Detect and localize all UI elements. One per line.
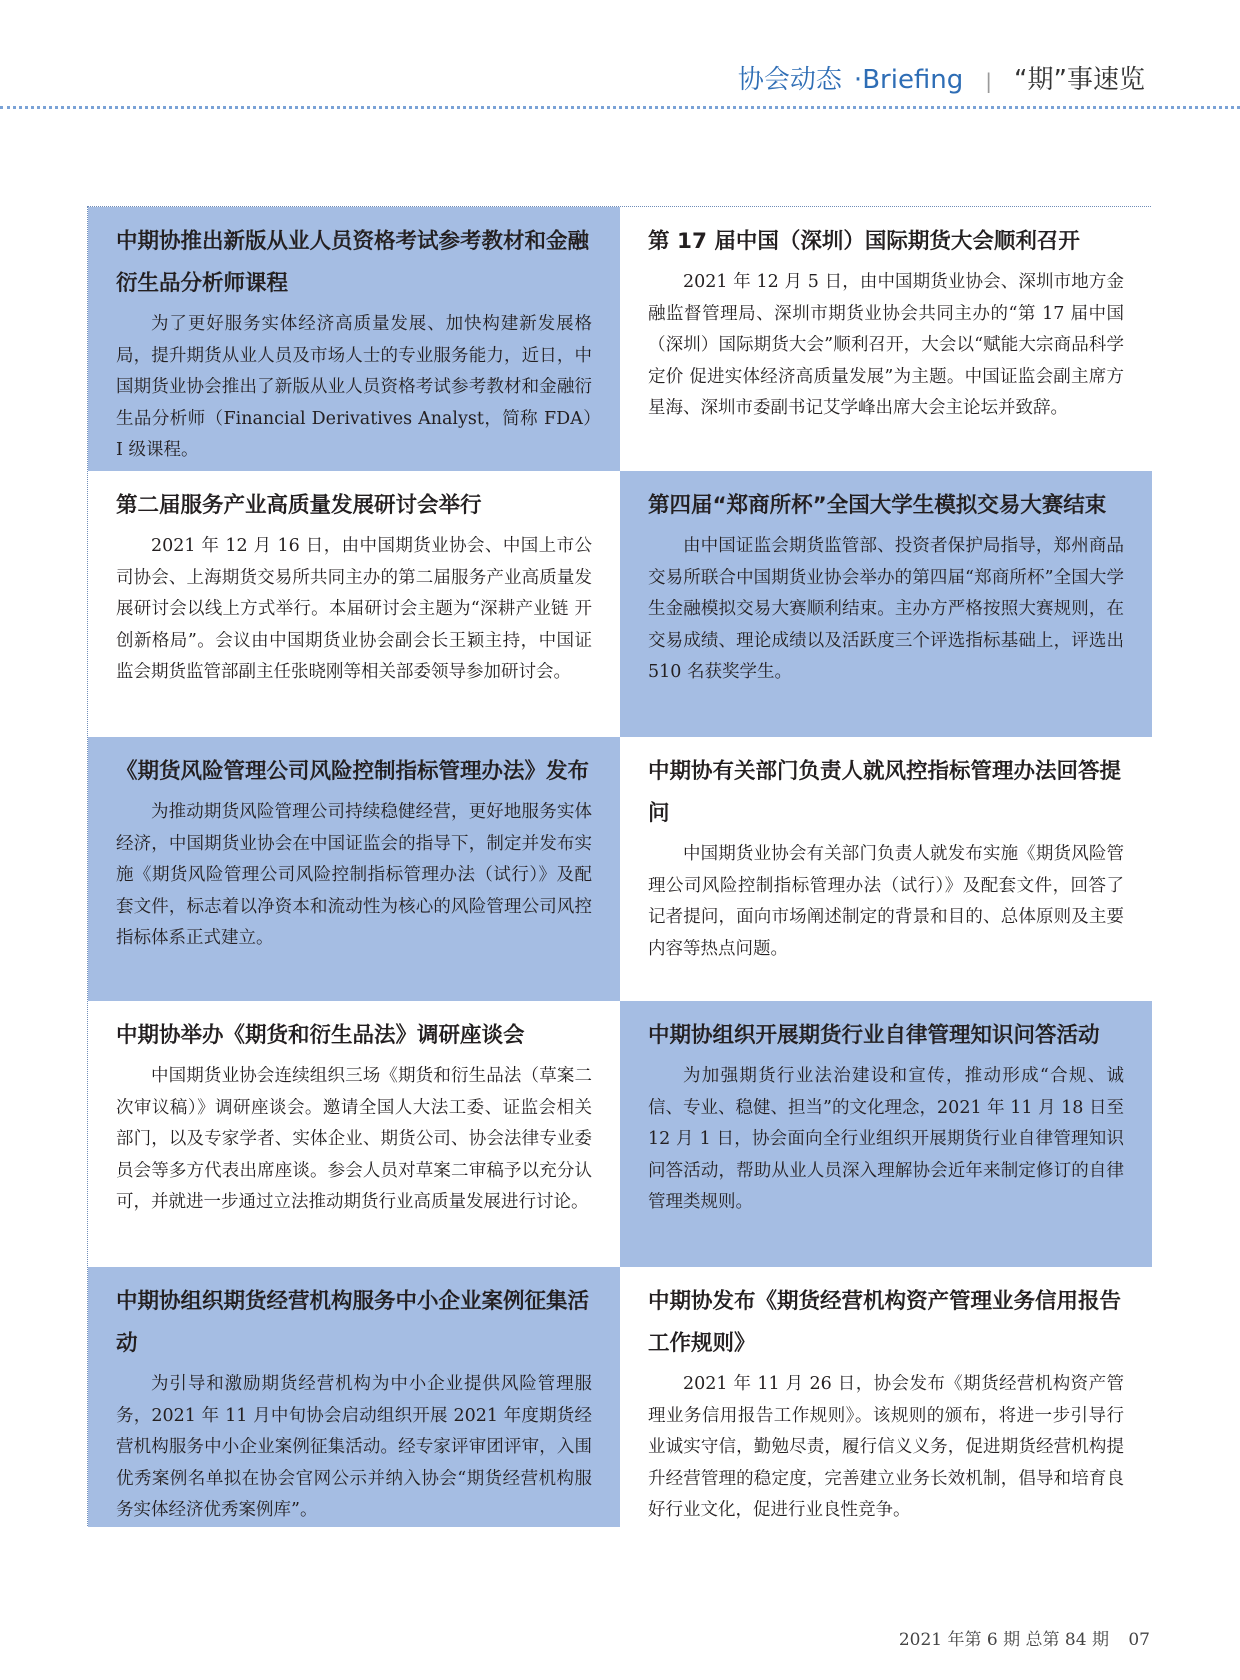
section-title: 协会动态 <box>737 65 842 95</box>
page-number: 07 <box>1128 1630 1150 1650</box>
news-item <box>88 1267 620 1527</box>
news-item <box>88 207 620 471</box>
news-title: 第二届服务产业高质量发展研讨会举行 <box>116 493 482 518</box>
news-item <box>620 207 1152 471</box>
page-header <box>738 62 1145 99</box>
section-title-en: Briefing <box>862 65 964 95</box>
issue-info: 2021 年第 6 期 总第 84 期 <box>898 1630 1109 1650</box>
news-body: 2021 年 12 月 5 日，由中国期货业协会、深圳市地方金融监督管理局、深圳市期货业协会共同主办的“第 17 届中国（深圳）国际期货大会”顺利召开，大会以“赋能大宗商品科学定价 促进实体经济高质量发展”为主题。中国证监会副主席方星海、深圳市委副书记艾学峰出席大会主论坛并致辞。 <box>648 272 1124 418</box>
news-body: 为加强期货行业法治建设和宣传，推动形成“合规、诚信、专业、稳健、担当”的文化理念，2021 年 11 月 18 日至 12 月 1 日，协会面向全行业组织开展期货行业自律管理知识问答活动，帮助从业人员深入理解协会近年来制定修订的自律管理类规则。 <box>648 1066 1124 1212</box>
column-title: “期”事速览 <box>1014 65 1145 95</box>
news-item <box>88 471 620 737</box>
news-body: 2021 年 11 月 26 日，协会发布《期货经营机构资产管理业务信用报告工作规则》。该规则的颁布，将进一步引导行业诚实守信，勤勉尽责，履行信义义务，促进期货经营机构提升经营管理的稳定度，完善建立业务长效机制，倡导和培育良好行业文化，促进行业良性竞争。 <box>648 1374 1124 1520</box>
news-body: 中国期货业协会连续组织三场《期货和衍生品法（草案二次审议稿）》调研座谈会。邀请全国人大法工委、证监会相关部门，以及专家学者、实体企业、期货公司、协会法律专业委员会等多方代表出席座谈。参会人员对草案二审稿予以充分认可，并就进一步通过立法推动期货行业高质量发展进行讨论。 <box>116 1066 592 1212</box>
news-title: 中期协推出新版从业人员资格考试参考教材和金融衍生品分析师课程 <box>116 229 590 296</box>
news-title: 中期协发布《期货经营机构资产管理业务信用报告工作规则》 <box>648 1289 1122 1356</box>
news-body: 为引导和激励期货经营机构为中小企业提供风险管理服务，2021 年 11 月中旬协会启动组织开展 2021 年度期货经营机构服务中小企业案例征集活动。经专家评审团评审，入围优秀案例名单拟在协会官网公示并纳入协会“期货经营机构服务实体经济优秀案例库”。 <box>116 1374 592 1520</box>
news-item <box>88 1001 620 1267</box>
news-item <box>620 737 1152 1001</box>
header-dot: · <box>853 65 863 95</box>
page-footer <box>899 1625 1150 1650</box>
news-title: 第四届“郑商所杯”全国大学生模拟交易大赛结束 <box>648 493 1107 518</box>
news-grid <box>87 206 1151 1526</box>
header-separator: | <box>985 69 993 93</box>
news-body: 为了更好服务实体经济高质量发展、加快构建新发展格局，提升期货从业人员及市场人士的专业服务能力，近日，中国期货业协会推出了新版从业人员资格考试参考教材和金融衍生品分析师（Financial Derivatives Analyst，简称 FDA）I 级课程。 <box>116 314 592 460</box>
news-title: 第 17 届中国（深圳）国际期货大会顺利召开 <box>648 229 1080 254</box>
news-title: 中期协组织开展期货行业自律管理知识问答活动 <box>648 1023 1100 1048</box>
news-title: 中期协有关部门负责人就风控指标管理办法回答提问 <box>648 759 1122 826</box>
news-body: 由中国证监会期货监管部、投资者保护局指导，郑州商品交易所联合中国期货业协会举办的第四届“郑商所杯”全国大学生金融模拟交易大赛顺利结束。主办方严格按照大赛规则，在交易成绩、理论成绩以及活跃度三个评选指标基础上，评选出 510 名获奖学生。 <box>648 536 1124 682</box>
news-item <box>620 471 1152 737</box>
news-body: 为推动期货风险管理公司持续稳健经营，更好地服务实体经济，中国期货业协会在中国证监会的指导下，制定并发布实施《期货风险管理公司风险控制指标管理办法（试行）》及配套文件，标志着以净资本和流动性为核心的风险管理公司风控指标体系正式建立。 <box>116 802 592 948</box>
news-item <box>88 737 620 1001</box>
news-title: 中期协举办《期货和衍生品法》调研座谈会 <box>116 1023 525 1048</box>
news-body: 中国期货业协会有关部门负责人就发布实施《期货风险管理公司风险控制指标管理办法（试行）》及配套文件，回答了记者提问，面向市场阐述制定的背景和目的、总体原则及主要内容等热点问题。 <box>648 844 1124 959</box>
news-title: 《期货风险管理公司风险控制指标管理办法》发布 <box>116 759 590 784</box>
news-title: 中期协组织期货经营机构服务中小企业案例征集活动 <box>116 1289 590 1356</box>
news-item <box>620 1267 1152 1527</box>
header-divider <box>0 106 1240 109</box>
news-item <box>620 1001 1152 1267</box>
news-body: 2021 年 12 月 16 日，由中国期货业协会、中国上市公司协会、上海期货交易所共同主办的第二届服务产业高质量发展研讨会以线上方式举行。本届研讨会主题为“深耕产业链 开创新格局”。会议由中国期货业协会副会长王颖主持，中国证监会期货监管部副主任张晓刚等相关部委领导参加研讨会。 <box>116 536 592 682</box>
